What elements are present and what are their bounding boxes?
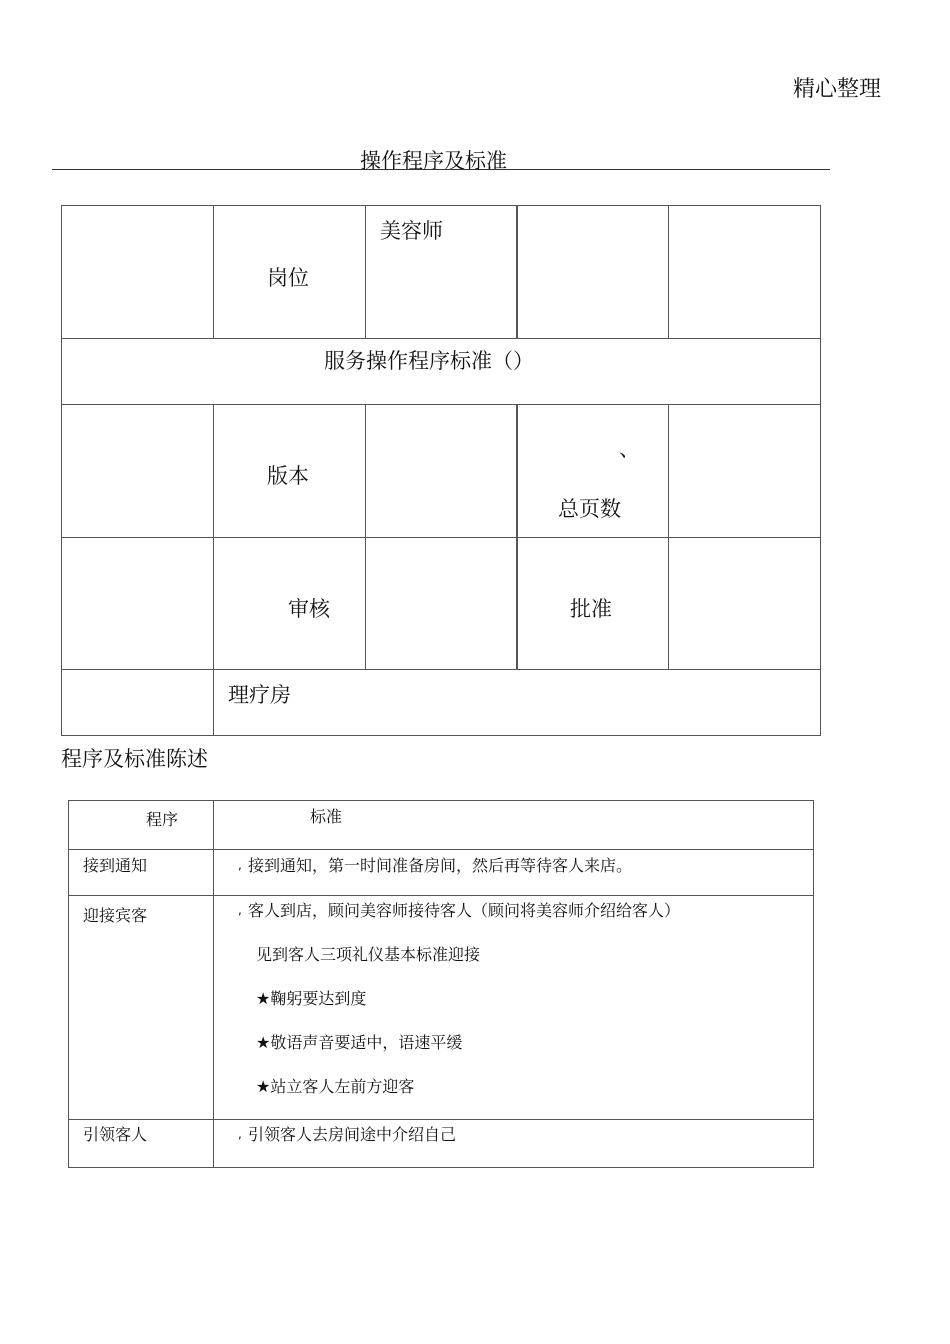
standard-line: 接到通知，第一时间准备房间，然后再等待客人来店。: [248, 856, 633, 875]
table-row-standard: [213, 1119, 814, 1168]
total-pages-value-cell: [668, 404, 821, 538]
standard-line: 引领客人去房间途中介绍自己: [248, 1125, 457, 1144]
review-label: 审核: [288, 597, 330, 621]
standard-line: ★鞠躬要达到度: [256, 989, 367, 1008]
standard-line: 客人到店，顾问美容师接待客人（顾问将美容师介绍给客人）: [248, 901, 681, 920]
approve-label: 批准: [570, 597, 612, 621]
version-label-cell: [213, 404, 366, 538]
total-pages-label-cell: [516, 404, 669, 538]
header-cell-empty: [61, 404, 214, 538]
document-title: 操作程序及标准: [360, 149, 507, 173]
position-value-cell: [365, 205, 518, 339]
total-pages-label: 总页数: [558, 497, 621, 521]
bullet-mark: ,: [238, 903, 242, 917]
version-value-cell: [365, 404, 518, 538]
watermark-text: 精心整理: [792, 77, 881, 102]
mark-glyph: 、: [619, 437, 640, 461]
table-row-step: [68, 849, 214, 896]
header-cell-empty: [61, 537, 214, 670]
title-underline: [52, 169, 830, 170]
table-row-step: [68, 1119, 214, 1168]
column-header-standard: [213, 800, 814, 850]
position-value: 美容师: [380, 219, 443, 243]
position-label: 岗位: [267, 266, 309, 290]
section-heading: 程序及标准陈述: [61, 747, 208, 771]
header-cell-empty: [668, 205, 821, 339]
column-header-step: [68, 800, 214, 850]
step-label: 迎接宾客: [83, 906, 148, 925]
approve-label-cell: [516, 537, 669, 670]
approve-value-cell: [668, 537, 821, 670]
step-label: 引领客人: [83, 1125, 148, 1144]
sop-title: 服务操作程序标准（）: [324, 349, 534, 373]
sop-title-cell: [61, 338, 821, 405]
table-row-step: [68, 895, 214, 1120]
position-label-cell: [213, 205, 366, 339]
header-cell-empty: [61, 669, 214, 736]
review-label-cell: [213, 537, 366, 670]
column-header-standard-label: 标准: [310, 807, 343, 826]
standard-line: ★敬语声音要适中，语速平缓: [256, 1033, 463, 1052]
standard-line: 见到客人三项礼仪基本标准迎接: [256, 945, 481, 964]
bullet-mark: ,: [238, 1127, 242, 1141]
bullet-mark: ,: [238, 858, 242, 872]
column-header-step-label: 程序: [146, 810, 179, 829]
department-value: 理疗房: [228, 683, 291, 707]
department-cell: [213, 669, 821, 736]
header-cell-empty: [61, 205, 214, 339]
review-value-cell: [365, 537, 518, 670]
step-label: 接到通知: [83, 856, 148, 875]
table-row-standard: [213, 895, 814, 1120]
version-label: 版本: [267, 464, 309, 488]
standard-line: ★站立客人左前方迎客: [256, 1077, 415, 1096]
header-cell-empty: [516, 205, 669, 339]
table-row-standard: [213, 849, 814, 896]
